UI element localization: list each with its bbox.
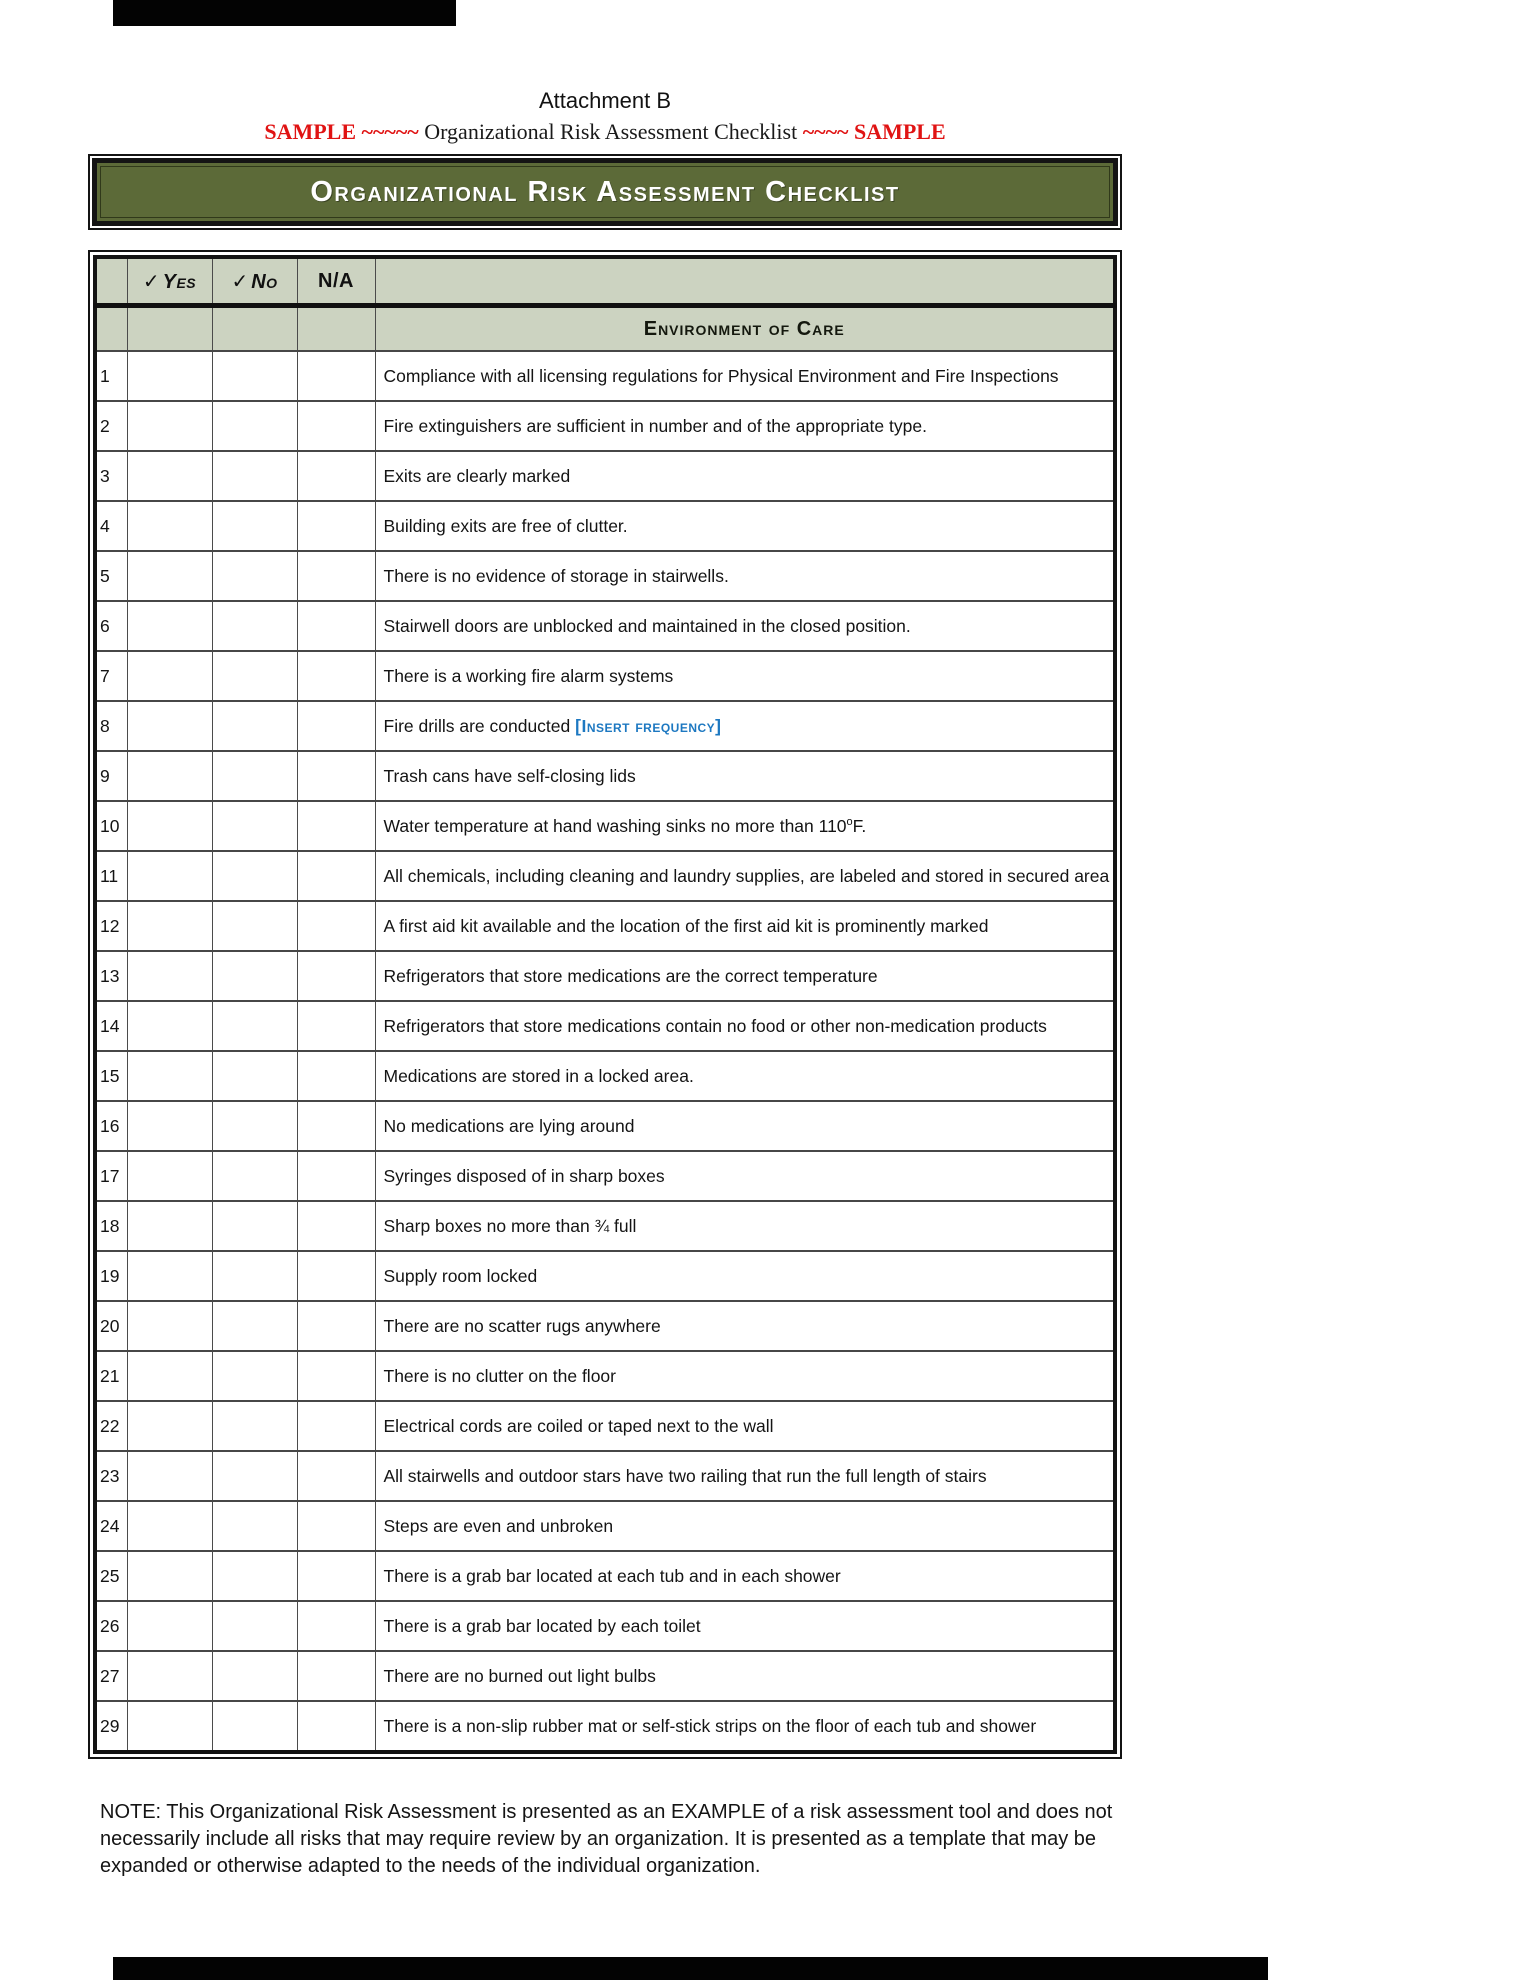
checklist-row (95, 501, 1115, 551)
row-description-cell: Fire drills are conducted [Insert frequency] (375, 701, 1115, 751)
checklist-row (95, 601, 1115, 651)
note-line: necessarily include all risks that may require review by an organization. It is presented as a template that may be (100, 1828, 1097, 1850)
row-number-cell: 25 (95, 1551, 127, 1601)
yes-checkbox-cell[interactable] (127, 1451, 212, 1501)
na-checkbox-cell[interactable] (297, 1151, 375, 1201)
row-number-cell: 8 (95, 701, 127, 751)
no-checkbox-cell[interactable] (212, 651, 297, 701)
number-column-header (95, 257, 127, 306)
checklist-row (95, 651, 1115, 701)
row-description-cell: All stairwells and outdoor stars have two railing that run the full length of stairs (375, 1451, 1115, 1501)
checklist-row (95, 1301, 1115, 1351)
no-checkbox-cell[interactable] (212, 1651, 297, 1701)
checklist-row (95, 1201, 1115, 1251)
na-checkbox-cell[interactable] (297, 651, 375, 701)
checklist-row (95, 1501, 1115, 1551)
yes-checkbox-cell[interactable] (127, 1501, 212, 1551)
no-checkbox-cell[interactable] (212, 1051, 297, 1101)
na-checkbox-cell[interactable] (297, 1001, 375, 1051)
row-number-cell: 13 (95, 951, 127, 1001)
no-checkbox-cell[interactable] (212, 1601, 297, 1651)
attachment-label: Attachment B (538, 88, 672, 113)
na-checkbox-cell[interactable] (297, 351, 375, 401)
checklist-row (95, 1651, 1115, 1701)
row-number-cell: 20 (95, 1301, 127, 1351)
yes-checkbox-cell[interactable] (127, 801, 212, 851)
title-banner-frame (88, 154, 1122, 230)
tildes-right: ~~~~ (802, 119, 849, 144)
title-banner (92, 158, 1118, 226)
check-icon: ✓ (231, 270, 249, 293)
row-number-cell: 17 (95, 1151, 127, 1201)
row-description-cell: Steps are even and unbroken (375, 1501, 1115, 1551)
na-checkbox-cell[interactable] (297, 601, 375, 651)
row-number-cell: 2 (95, 401, 127, 451)
no-checkbox-cell[interactable] (212, 1201, 297, 1251)
sample-word-right: SAMPLE (853, 119, 946, 144)
na-checkbox-cell[interactable] (297, 451, 375, 501)
na-checkbox-cell[interactable] (297, 951, 375, 1001)
yes-checkbox-cell[interactable] (127, 1151, 212, 1201)
section-header-row (95, 306, 1115, 352)
yes-checkbox-cell[interactable] (127, 951, 212, 1001)
no-checkbox-cell[interactable] (212, 1451, 297, 1501)
na-checkbox-cell[interactable] (297, 701, 375, 751)
row-number-cell: 18 (95, 1201, 127, 1251)
row-number-cell: 1 (95, 351, 127, 401)
no-checkbox-cell[interactable] (212, 501, 297, 551)
yes-checkbox-cell[interactable] (127, 1051, 212, 1101)
row-number-cell: 26 (95, 1601, 127, 1651)
no-column-header: ✓ No (212, 257, 297, 306)
checklist-row (95, 901, 1115, 951)
no-checkbox-cell[interactable] (212, 351, 297, 401)
checklist-row (95, 1601, 1115, 1651)
na-checkbox-cell[interactable] (297, 401, 375, 451)
row-number-cell: 16 (95, 1101, 127, 1151)
checklist-row (95, 701, 1115, 751)
yes-checkbox-cell[interactable] (127, 751, 212, 801)
no-checkbox-cell[interactable] (212, 401, 297, 451)
yes-checkbox-cell[interactable] (127, 1201, 212, 1251)
row-description-cell: Supply room locked (375, 1251, 1115, 1301)
checklist-row (95, 1351, 1115, 1401)
row-number-cell: 15 (95, 1051, 127, 1101)
na-checkbox-cell[interactable] (297, 751, 375, 801)
row-number-cell: 3 (95, 451, 127, 501)
no-checkbox-cell[interactable] (212, 551, 297, 601)
checklist-row (95, 801, 1115, 851)
yes-checkbox-cell[interactable] (127, 1651, 212, 1701)
document-page (88, 0, 1122, 1880)
no-checkbox-cell[interactable] (212, 1551, 297, 1601)
banner-title: Organizational Risk Assessment Checklist (310, 175, 900, 208)
yes-checkbox-cell[interactable] (127, 1551, 212, 1601)
no-checkbox-cell[interactable] (212, 701, 297, 751)
checklist-row (95, 751, 1115, 801)
row-description-cell: A first aid kit available and the location of the first aid kit is prominently marked (375, 901, 1115, 951)
na-checkbox-cell[interactable] (297, 1651, 375, 1701)
na-checkbox-cell[interactable] (297, 1501, 375, 1551)
row-number-cell: 4 (95, 501, 127, 551)
checklist-row (95, 1401, 1115, 1451)
row-description-cell: There is no clutter on the floor (375, 1351, 1115, 1401)
row-description-cell: Medications are stored in a locked area. (375, 1051, 1115, 1101)
na-checkbox-cell[interactable] (297, 1051, 375, 1101)
row-description-cell: There is a non-slip rubber mat or self-stick strips on the floor of each tub and shower (375, 1701, 1115, 1752)
row-description-cell: Electrical cords are coiled or taped next to the wall (375, 1401, 1115, 1451)
row-number-cell: 24 (95, 1501, 127, 1551)
row-description-cell: Trash cans have self-closing lids (375, 751, 1115, 801)
row-description-cell: Exits are clearly marked (375, 451, 1115, 501)
row-description-cell: Syringes disposed of in sharp boxes (375, 1151, 1115, 1201)
row-description-cell: There is a working fire alarm systems (375, 651, 1115, 701)
column-header-row (95, 257, 1115, 306)
row-description-cell: Stairwell doors are unblocked and maintained in the closed position. (375, 601, 1115, 651)
row-number-cell: 5 (95, 551, 127, 601)
no-checkbox-cell[interactable] (212, 1351, 297, 1401)
checklist-row (95, 951, 1115, 1001)
no-checkbox-cell[interactable] (212, 851, 297, 901)
checklist-table (93, 255, 1117, 1754)
description-column-header (375, 257, 1115, 306)
row-description-cell: Fire extinguishers are sufficient in number and of the appropriate type. (375, 401, 1115, 451)
note-paragraph (100, 1799, 1146, 1880)
checklist-row (95, 451, 1115, 501)
no-checkbox-cell[interactable] (212, 1151, 297, 1201)
no-checkbox-cell[interactable] (212, 1301, 297, 1351)
yes-checkbox-cell[interactable] (127, 351, 212, 401)
no-checkbox-cell[interactable] (212, 601, 297, 651)
row-number-cell: 23 (95, 1451, 127, 1501)
checklist-row (95, 551, 1115, 601)
yes-checkbox-cell[interactable] (127, 601, 212, 651)
yes-checkbox-cell[interactable] (127, 851, 212, 901)
yes-checkbox-cell[interactable] (127, 1351, 212, 1401)
na-checkbox-cell[interactable] (297, 1551, 375, 1601)
no-checkbox-cell[interactable] (212, 1251, 297, 1301)
checklist-body (95, 351, 1115, 1752)
section-title: Environment of Care (643, 317, 845, 340)
no-checkbox-cell[interactable] (212, 1401, 297, 1451)
row-description-cell: There is a grab bar located at each tub and in each shower (375, 1551, 1115, 1601)
na-checkbox-cell[interactable] (297, 1101, 375, 1151)
yes-checkbox-cell[interactable] (127, 901, 212, 951)
row-description-cell: There are no burned out light bulbs (375, 1651, 1115, 1701)
note-line: expanded or otherwise adapted to the needs of the individual organization. (100, 1855, 761, 1877)
checklist-row (95, 1251, 1115, 1301)
row-number-cell: 29 (95, 1701, 127, 1752)
na-checkbox-cell[interactable] (297, 1201, 375, 1251)
row-description-cell: Compliance with all licensing regulations for Physical Environment and Fire Inspections (375, 351, 1115, 401)
row-number-cell: 9 (95, 751, 127, 801)
row-number-cell: 21 (95, 1351, 127, 1401)
row-number-cell: 7 (95, 651, 127, 701)
row-description-cell: No medications are lying around (375, 1101, 1115, 1151)
na-checkbox-cell[interactable] (297, 1451, 375, 1501)
no-checkbox-cell[interactable] (212, 1001, 297, 1051)
row-number-cell: 11 (95, 851, 127, 901)
row-number-cell: 14 (95, 1001, 127, 1051)
insert-placeholder: [Insert frequency] (575, 715, 722, 736)
na-checkbox-cell[interactable] (297, 1301, 375, 1351)
yes-checkbox-cell[interactable] (127, 401, 212, 451)
checklist-row (95, 401, 1115, 451)
na-checkbox-cell[interactable] (297, 1251, 375, 1301)
checklist-row (95, 1101, 1115, 1151)
na-checkbox-cell[interactable] (297, 1601, 375, 1651)
checklist-table-frame (88, 250, 1122, 1759)
yes-checkbox-cell[interactable] (127, 1401, 212, 1451)
scan-artifact-bar-bottom (113, 1957, 1268, 1980)
yes-checkbox-cell[interactable] (127, 551, 212, 601)
sample-title-line (88, 119, 1122, 145)
row-description-cell: Refrigerators that store medications contain no food or other non-medication products (375, 1001, 1115, 1051)
yes-checkbox-cell[interactable] (127, 1101, 212, 1151)
na-checkbox-cell[interactable] (297, 1701, 375, 1752)
checklist-row (95, 1001, 1115, 1051)
checklist-row (95, 351, 1115, 401)
checklist-row (95, 1551, 1115, 1601)
checklist-row (95, 1151, 1115, 1201)
yes-checkbox-cell[interactable] (127, 651, 212, 701)
sample-word-left: SAMPLE (264, 119, 357, 144)
row-description-cell: Sharp boxes no more than ¾ full (375, 1201, 1115, 1251)
row-number-cell: 10 (95, 801, 127, 851)
row-description-cell: Water temperature at hand washing sinks no more than 110$^o$F. (375, 801, 1115, 851)
no-checkbox-cell[interactable] (212, 1701, 297, 1752)
checklist-row (95, 1451, 1115, 1501)
na-checkbox-cell[interactable] (297, 901, 375, 951)
yes-checkbox-cell[interactable] (127, 1001, 212, 1051)
na-checkbox-cell[interactable] (297, 1351, 375, 1401)
row-number-cell: 6 (95, 601, 127, 651)
row-description-cell: There are no scatter rugs anywhere (375, 1301, 1115, 1351)
na-checkbox-cell[interactable] (297, 551, 375, 601)
row-description-cell: Building exits are free of clutter. (375, 501, 1115, 551)
no-checkbox-cell[interactable] (212, 751, 297, 801)
row-description-cell: There is a grab bar located by each toilet (375, 1601, 1115, 1651)
row-number-cell: 19 (95, 1251, 127, 1301)
na-checkbox-cell[interactable] (297, 1401, 375, 1451)
na-column-header: N/A (297, 257, 375, 306)
yes-checkbox-cell[interactable] (127, 1701, 212, 1752)
yes-checkbox-cell[interactable] (127, 1301, 212, 1351)
no-checkbox-cell[interactable] (212, 801, 297, 851)
no-checkbox-cell[interactable] (212, 451, 297, 501)
yes-checkbox-cell[interactable] (127, 701, 212, 751)
no-checkbox-cell[interactable] (212, 1501, 297, 1551)
yes-checkbox-cell[interactable] (127, 501, 212, 551)
checklist-row (95, 1701, 1115, 1752)
yes-checkbox-cell[interactable] (127, 1601, 212, 1651)
na-checkbox-cell[interactable] (297, 801, 375, 851)
no-checkbox-cell[interactable] (212, 901, 297, 951)
title-middle-text: Organizational Risk Assessment Checklist (424, 119, 798, 144)
row-number-cell: 27 (95, 1651, 127, 1701)
na-checkbox-cell[interactable] (297, 851, 375, 901)
row-number-cell: 22 (95, 1401, 127, 1451)
yes-column-header: ✓ Yes (127, 257, 212, 306)
note-line: NOTE: This Organizational Risk Assessment is presented as an EXAMPLE of a risk assessment tool and does not (100, 1801, 1113, 1823)
row-description-cell: There is no evidence of storage in stairwells. (375, 551, 1115, 601)
row-number-cell: 12 (95, 901, 127, 951)
na-checkbox-cell[interactable] (297, 501, 375, 551)
check-icon: ✓ (142, 270, 160, 293)
row-description-cell: Refrigerators that store medications are the correct temperature (375, 951, 1115, 1001)
tildes-left: ~~~~~ (361, 119, 419, 144)
no-checkbox-cell[interactable] (212, 1101, 297, 1151)
yes-checkbox-cell[interactable] (127, 1251, 212, 1301)
no-checkbox-cell[interactable] (212, 951, 297, 1001)
checklist-row (95, 1051, 1115, 1101)
yes-checkbox-cell[interactable] (127, 451, 212, 501)
checklist-row (95, 851, 1115, 901)
row-description-cell: All chemicals, including cleaning and laundry supplies, are labeled and stored in secured area (375, 851, 1115, 901)
